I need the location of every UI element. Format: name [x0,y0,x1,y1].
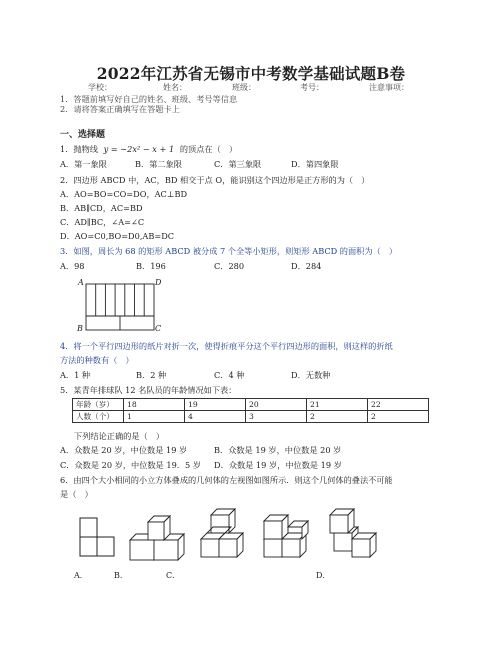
q2-option-a[interactable]: A．AO=BO=CO=DO，AC⊥BD [60,189,188,199]
q4-option-b[interactable]: B．2 种 [136,370,167,380]
table-row [73,399,429,411]
age-table [72,398,429,423]
q1-option-c[interactable]: C．第三象限 [214,159,262,169]
vertex-a-label: A [78,278,84,287]
school-field: 学校： [88,83,112,92]
table-cell: 20 [246,399,307,411]
q1-option-d[interactable]: D．第四象限 [291,159,339,169]
exam-title: 2022年江苏省无锡市中考数学基础试题B卷 [96,64,406,83]
note-1: 1．答题前填写好自己的姓名、班级、考号等信息 [60,94,238,104]
option-b-figure [195,505,255,563]
class-field: 班级： [232,83,256,92]
q5-option-a[interactable]: A．众数是 20 岁，中位数是 19 岁 [60,445,188,455]
q5-option-d[interactable]: D．众数是 19 岁，中位数是 19 岁 [214,460,342,470]
table-cell: 人数（个） [73,411,124,423]
q6-option-b[interactable]: B． [114,571,128,580]
question-6-line-2: 是（ ） [60,489,93,499]
vertex-c-label: C [155,324,162,333]
q1-stem: 1．抛物线 [60,144,98,154]
table-cell: 年龄（岁） [73,399,124,411]
q5-option-b[interactable]: B．众数是 19 岁，中位数是 20 岁 [214,445,342,455]
q3-option-a[interactable]: A．98 [60,261,85,271]
q2-option-c[interactable]: C．AD∥BC，∠A=∠C [60,217,145,227]
question-4-line-2: 方法的种数有（ ） [60,355,134,365]
left-view-figure [78,516,118,560]
q3-option-d[interactable]: D．284 [291,261,322,271]
option-d-figure [320,505,382,563]
table-cell: 2 [368,411,429,423]
table-cell: 1 [124,411,185,423]
question-5: 5．某青年排球队 12 名队员的年龄情况如下表： [60,385,237,395]
question-4-line-1: 4．将一个平行四边形的纸片对折一次，使得折痕平分这个平行四边形的面积，则这样的折纸 [60,341,393,351]
note-2: 2．请将答案正确填写在答题卡上 [60,104,180,114]
table-cell: 4 [185,411,246,423]
table-row [73,411,429,423]
exam-number-field: 考号： [300,83,324,92]
table-cell: 18 [124,399,185,411]
question-1 [60,144,237,154]
q4-option-c[interactable]: C．4 种 [214,370,245,380]
question-6-line-1: 6．由四个大小相同的小立方体叠成的几何体的左视图如图所示．则这个几何体的叠法不可能 [60,475,393,485]
q6-option-a[interactable]: A． [74,571,88,580]
vertex-b-label: B [77,324,83,333]
q1-option-a[interactable]: A．第一象限 [60,159,107,169]
q2-option-d[interactable]: D．AO=C0,BO=D0,AB=DC [60,231,175,241]
question-3: 3．如图，周长为 68 的矩形 ABCD 被分成 7 个全等小矩形，则矩形 ABCD 的面积为（ ） [60,246,398,256]
q6-option-d[interactable]: D． [316,571,331,580]
table-cell: 2 [307,411,368,423]
q3-option-c[interactable]: C．280 [214,261,245,271]
vertex-d-label: D [155,278,162,287]
section-heading: 一、选择题 [60,130,106,140]
q3-option-b[interactable]: B．196 [136,261,166,271]
option-a-figure [122,512,188,564]
q6-option-c[interactable]: C． [166,571,181,580]
q2-option-b[interactable]: B．AB∥CD，AC=BD [60,203,143,213]
q4-option-d[interactable]: D．无数种 [291,370,331,380]
table-cell: 21 [307,399,368,411]
q4-option-a[interactable]: A．1 种 [60,370,91,380]
table-cell: 3 [246,411,307,423]
q1-tail: 的顶点在（ ） [179,144,238,154]
table-cell: 19 [185,399,246,411]
notes-heading: 注意事项： [369,83,409,92]
table-cell: 22 [368,399,429,411]
name-field: 姓名： [163,83,187,92]
q1-option-b[interactable]: B．第二象限 [135,159,182,169]
q5-option-c[interactable]: C．众数是 20 岁，中位数是 19．5 岁 [60,460,201,470]
question-2: 2．四边形 ABCD 中，AC，BD 相交于点 O，能识别这个四边形是正方形的为（ ） [60,175,370,185]
q5-prompt: 下列结论正确的是（ ） [74,431,165,441]
option-c-figure [258,505,324,563]
q1-formula: y = −2x² − x + 1 [103,144,175,154]
